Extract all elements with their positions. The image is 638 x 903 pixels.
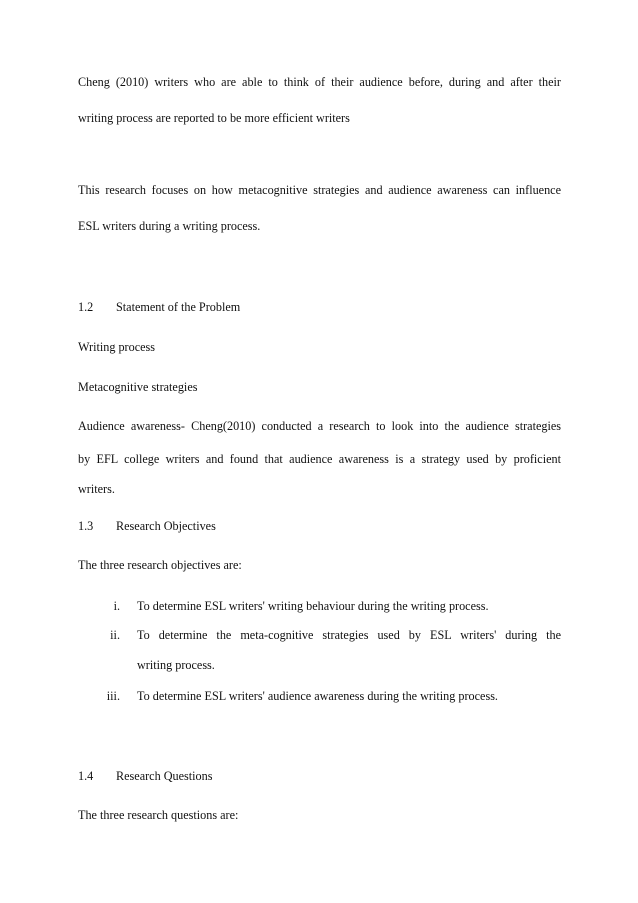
section-1-4-title: Research Questions xyxy=(116,769,213,783)
objective-2-numeral: ii. xyxy=(110,628,120,642)
section-1-4-number: 1.4 xyxy=(78,769,94,783)
section-1-3-title: Research Objectives xyxy=(116,519,216,533)
section-1-3-number: 1.3 xyxy=(78,519,94,533)
metacognitive-item: Metacognitive strategies xyxy=(78,380,198,394)
writing-process-item: Writing process xyxy=(78,340,156,354)
objectives-intro: The three research objectives are: xyxy=(78,558,242,572)
audience-paragraph-line-1: Audience awareness- Cheng(2010) conducted a research to look into the audience strategies xyxy=(78,419,561,433)
focus-paragraph-line-2: ESL writers during a writing process. xyxy=(78,219,261,233)
objective-2-text-continued: writing process. xyxy=(137,658,215,672)
section-1-2-title: Statement of the Problem xyxy=(116,300,241,314)
objective-3-numeral: iii. xyxy=(106,689,120,703)
focus-paragraph-line-1: This research focuses on how metacognitive strategies and audience awareness can influence xyxy=(78,183,561,197)
objective-1-text: To determine ESL writers' writing behaviour during the writing process. xyxy=(137,599,489,613)
objective-1-numeral: i. xyxy=(113,599,120,613)
objective-3-text: To determine ESL writers' audience awareness during the writing process. xyxy=(137,689,498,703)
questions-intro: The three research questions are: xyxy=(78,808,239,822)
audience-paragraph-line-2: by EFL college writers and found that audience awareness is a strategy used by proficient xyxy=(78,452,561,466)
objective-2-text: To determine the meta-cognitive strategies used by ESL writers' during the xyxy=(137,628,561,642)
audience-paragraph-line-3: writers. xyxy=(78,482,115,496)
cheng-paragraph-line-2: writing process are reported to be more efficient writers xyxy=(78,111,350,125)
cheng-paragraph-line-1: Cheng (2010) writers who are able to think of their audience before, during and after their xyxy=(78,75,561,89)
section-1-2-number: 1.2 xyxy=(78,300,94,314)
